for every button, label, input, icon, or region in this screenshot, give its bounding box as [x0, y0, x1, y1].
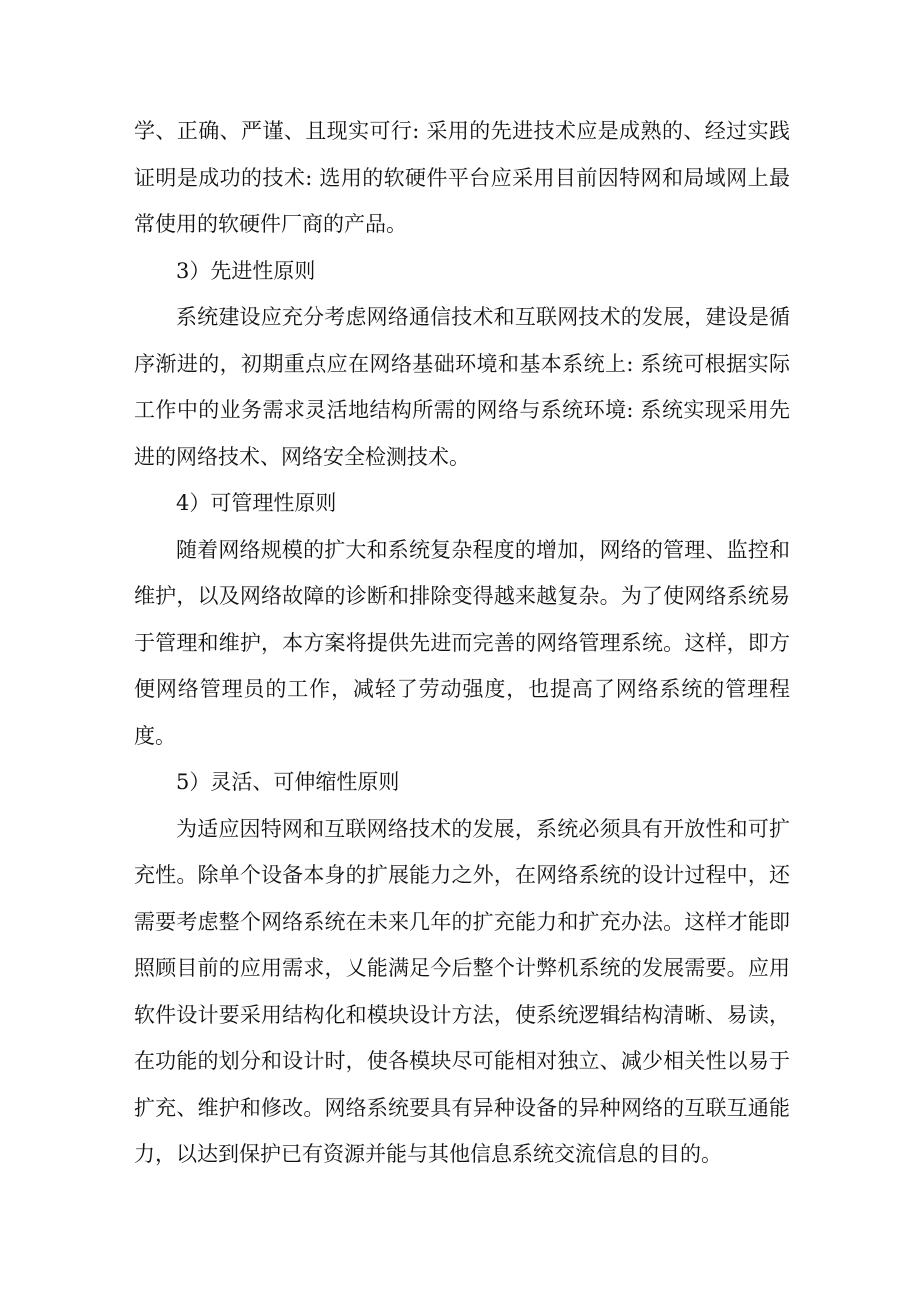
document-body [134, 108, 790, 1178]
paragraph-scalability: 为适应因特网和互联网络技术的发展，系统必须具有开放性和可扩充性。除单个设备本身的扩展能力之外，在网络系统的设计过程中，还需要考虑整个网络系统在未来几年的扩充能力和扩充办法。这样才能即照顾目前的应用需求，乂能满足今后整个计弊机系统的发展需要。应用软件设计要采用结构化和模块设计方法，使系统逻辑结构清晰、易读，在功能的划分和设计时，使各模块尽可能相对独立、减少相关性以易于扩充、维护和修改。网络系统要具有异种设备的异种网络的互联互通能力，以达到保护已有资源并能与其他信息系统交流信息的目的。 [134, 816, 790, 1166]
section-heading-advanced: 3）先进性原则 [176, 258, 316, 283]
section-heading-manageability: 4）可管理性原则 [176, 491, 337, 515]
section-heading-scalability: 5）灵活、可伸缩性原则 [176, 770, 400, 794]
paragraph-continuation: 学、正确、严谨、且现实可行: 采用的先进技术应是成熟的、经过实践证明是成功的技术: 选用的软硬件平台应采用目前因特网和局域网上最常使用的软硬件厂商的产品。 [134, 119, 790, 236]
paragraph-advanced: 系统建设应充分考虑网络通信技术和互联网技术的发展，建设是循序渐进的，初期重点应在网络基础环境和基本系统上: 系统可根据实际工作中的业务需求灵活地结构所需的网络与系统环境: 系统实现采用先进的网络技术、网络安全检测技术。 [134, 305, 790, 469]
paragraph-manageability: 随着网络规模的扩大和系统复杂程度的增加，网络的管理、监控和维护，以及网络故障的诊断和排除变得越来越复杂。为了使网络系统易于管理和维护，本方案将提供先进而完善的网络管理系统。这样，即方便网络管理员的工作，减轻了劳动强度，也提高了网络系统的管理程度。 [134, 537, 790, 748]
